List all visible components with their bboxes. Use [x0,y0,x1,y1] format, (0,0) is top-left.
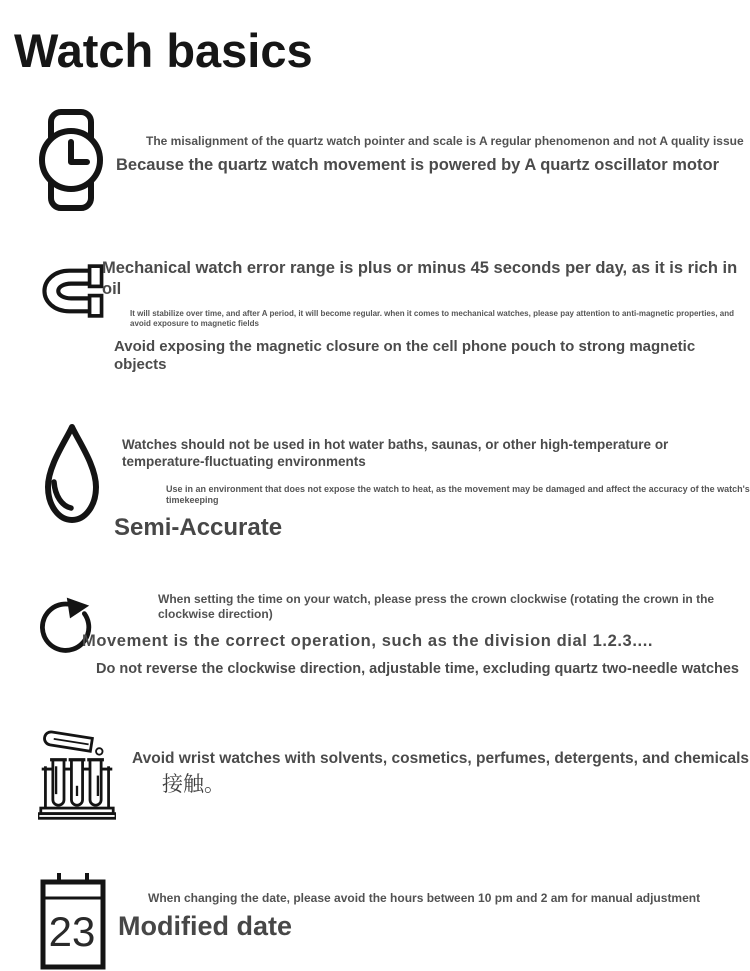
section-quartz-accuracy [0,108,750,212]
calendar-icon [38,869,108,971]
section-chemicals [0,718,750,822]
statement-text: Watches should not be used in hot water baths, saunas, or other high-temperature or temperature-fluctuating environments [122,437,669,469]
watch-icon [38,108,104,212]
statement-text: Because the quartz watch movement is powered by A quartz oscillator motor [116,156,719,175]
note-text: Use in an environment that does not expose the watch to heat, as the movement may be damaged and affect the accuracy of the watch's timekeeping [166,483,750,506]
statement-text-cn: 接触。 [162,773,225,797]
heading-text: Modified date [118,911,292,942]
statement-text: Movement is the correct operation, such as the division dial 1.2.3.... [82,632,654,651]
note-text: It will stabilize over time, and after A period, it will become regular. when it comes to mechanical watches, please pay attention to anti-magnetic properties, and avoid exposure to magnetic fields [130,308,734,328]
calendar-day-number: 23 [48,908,96,956]
section-magnetism [0,256,750,375]
statement-text: Avoid wrist watches with solvents, cosmetics, perfumes, detergents, and chemicals [132,750,750,768]
section-crown-setting [0,588,750,678]
page-title: Watch basics [14,24,313,77]
section-date-change [0,869,750,971]
statement-text: Avoid exposing the magnetic closure on the cell phone pouch to strong magnetic objects [114,337,696,374]
note-text: When setting the time on your watch, please press the crown clockwise (rotating the crown in the clockwise direction) [158,592,715,622]
test-tubes-icon [38,718,118,822]
note-text: The misalignment of the quartz watch pointer and scale is A regular phenomenon and not A quality issue [146,134,744,149]
water-drop-icon [38,422,106,526]
statement-text: Mechanical watch error range is plus or minus 45 seconds per day, as it is rich in oil [102,259,738,298]
statement-text: Do not reverse the clockwise direction, adjustable time, excluding quartz two-needle watches [96,660,739,677]
note-text: When changing the date, please avoid the hours between 10 pm and 2 am for manual adjustment [148,891,701,906]
magnet-icon [38,256,110,322]
section-temperature [0,422,750,543]
heading-text: Semi-Accurate [114,514,283,542]
